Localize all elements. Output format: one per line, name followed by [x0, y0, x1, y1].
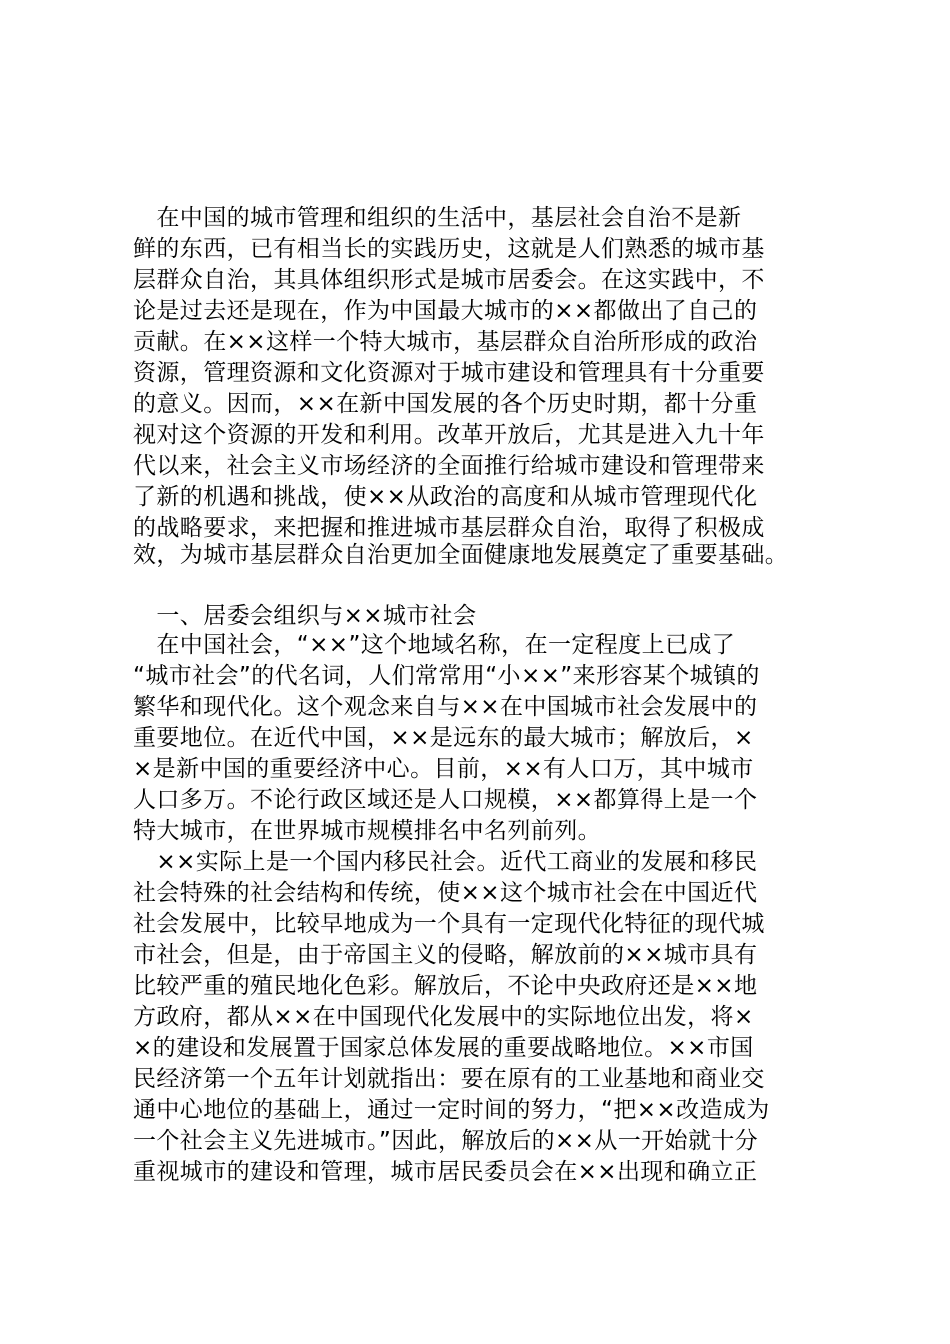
paragraph-3-line-9: 通中心地位的基础上，通过一定时间的努力，“把××改造成为 [133, 1097, 770, 1123]
paragraph-1-line-12: 效，为城市基层群众自治更加全面健康地发展奠定了重要基础。 [133, 542, 789, 568]
paragraph-2-line-5: ×是新中国的重要经济中心。目前，××有人口万，其中城市 [133, 756, 754, 782]
paragraph-3-line-6: 方政府，都从××在中国现代化发展中的实际地位出发，将× [133, 1004, 754, 1030]
paragraph-3-line-11: 重视城市的建设和管理，城市居民委员会在××出现和确立正 [133, 1159, 758, 1185]
paragraph-3-line-4: 市社会，但是，由于帝国主义的侵略，解放前的××城市具有 [133, 942, 758, 968]
paragraph-3-line-8: 民经济第一个五年计划就指出：要在原有的工业基地和商业交 [133, 1066, 765, 1092]
paragraph-2-line-2: “城市社会”的代名词，人们常常用“小××”来形容某个城镇的 [133, 663, 760, 689]
paragraph-1-line-6: 资源，管理资源和文化资源对于城市建设和管理具有十分重要 [133, 360, 765, 386]
paragraph-3-line-10: 一个社会主义先进城市。”因此，解放后的××从一开始就十分 [133, 1128, 759, 1154]
paragraph-3-line-7: ×的建设和发展置于国家总体发展的重要战略地位。××市国 [133, 1035, 754, 1061]
paragraph-1-line-8: 视对这个资源的开发和利用。改革开放后，尤其是进入九十年 [133, 422, 765, 448]
paragraph-3-line-1: ××实际上是一个国内移民社会。近代工商业的发展和移民 [133, 849, 758, 875]
paragraph-3-line-2: 社会特殊的社会结构和传统，使××这个城市社会在中国近代 [133, 880, 758, 906]
paragraph-1-line-2: 鲜的东西，已有相当长的实践历史，这就是人们熟悉的城市基 [133, 236, 765, 262]
paragraph-1-line-9: 代以来，社会主义市场经济的全面推行给城市建设和管理带来 [133, 453, 765, 479]
paragraph-1-line-5: 贡献。在××这样一个特大城市，基层群众自治所形成的政治 [133, 329, 758, 355]
paragraph-3-line-3: 社会发展中，比较早地成为一个具有一定现代化特征的现代城 [133, 911, 765, 937]
paragraph-2-line-7: 特大城市，在世界城市规模排名中名列前列。 [133, 818, 601, 844]
paragraph-2-line-6: 人口多万。不论行政区域还是人口规模，××都算得上是一个 [133, 787, 758, 813]
paragraph-2-line-1: 在中国社会，“××”这个地域名称，在一定程度上已成了 [133, 632, 736, 658]
paragraph-1-line-10: 了新的机遇和挑战，使××从政治的高度和从城市管理现代化 [133, 484, 758, 510]
paragraph-1-line-4: 论是过去还是现在，作为中国最大城市的××都做出了自己的 [133, 298, 758, 324]
paragraph-2-line-3: 繁华和现代化。这个观念来自与××在中国城市社会发展中的 [133, 694, 758, 720]
paragraph-1-line-3: 层群众自治，其具体组织形式是城市居委会。在这实践中，不 [133, 267, 765, 293]
paragraph-3-line-5: 比较严重的殖民地化色彩。解放后，不论中央政府还是××地 [133, 973, 758, 999]
paragraph-1-line-1: 在中国的城市管理和组织的生活中，基层社会自治不是新 [133, 205, 742, 231]
paragraph-1-line-11: 的战略要求，来把握和推进城市基层群众自治，取得了积极成 [133, 515, 765, 541]
section-heading: 一、居委会组织与××城市社会 [133, 603, 477, 629]
paragraph-2-line-4: 重要地位。在近代中国，××是远东的最大城市；解放后，× [133, 725, 754, 751]
paragraph-1-line-7: 的意义。因而，××在新中国发展的各个历史时期，都十分重 [133, 391, 758, 417]
